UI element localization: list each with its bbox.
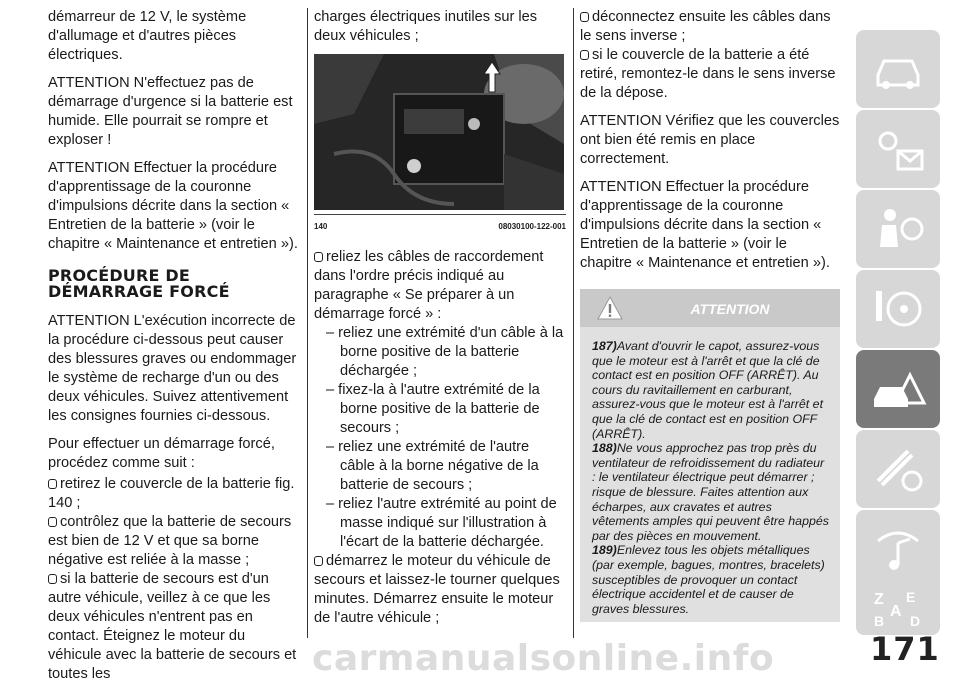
- section-heading: PROCÉDURE DE DÉMARRAGE FORCÉ: [48, 266, 230, 301]
- warning-box-title: ATTENTION: [690, 301, 770, 317]
- sidebar-tab-lights[interactable]: [856, 110, 940, 188]
- list-item: [314, 552, 566, 628]
- list-item-text: retirez le couvercle de la batterie fig. 140 ;: [48, 476, 295, 511]
- column-left: [48, 8, 298, 684]
- warning-paragraph: ATTENTION Effectuer la procédure d'apprentissage de la couronne d'impulsions décrite dans la section « Entretien de la batterie » (voir le chapitre « Maintenance et entretien »).: [48, 160, 298, 252]
- paragraph: Pour effectuer un démarrage forcé, procédez comme suit :: [48, 436, 275, 471]
- list-item: [48, 513, 298, 570]
- bullet-icon: [580, 12, 589, 22]
- list-item: [314, 248, 566, 324]
- note-text: Ne vous approchez pas trop près du ventilateur de refroidissement du radiateur : le ventilateur électrique peut démarrer ; risque de blessure. Faites attention aux écharpes, aux cravates et autres vêtements amples qui peuvent être happés par des pièces en mouvement.: [592, 441, 829, 543]
- sub-list-item: – reliez une extrémité de l'autre câble à la borne négative de la batterie de secours ;: [326, 439, 539, 493]
- list-item-text: reliez les câbles de raccordement dans l'ordre précis indiqué au paragraphe « Se préparer à un démarrage forcé » :: [314, 249, 544, 322]
- note-number: 188): [592, 441, 617, 456]
- bullet-icon: [580, 50, 589, 60]
- svg-text:A: A: [890, 603, 902, 620]
- maintenance-icon: [868, 441, 928, 497]
- figure-code: 08030100-122-001: [498, 222, 566, 231]
- car-icon: [868, 41, 928, 97]
- sidebar-tab-emergency[interactable]: [856, 350, 940, 428]
- bullet-icon: [48, 517, 57, 527]
- note-number: 187): [592, 339, 617, 353]
- emergency-icon: [868, 361, 928, 417]
- sidebar-tab-airbag[interactable]: [856, 190, 940, 268]
- figure-engine-battery: [314, 54, 564, 210]
- list-item-text: contrôlez que la batterie de secours est bien de 12 V et que sa borne négative est reliée à la masse ;: [48, 514, 292, 568]
- list-item-text: si la batterie de secours est d'un autre véhicule, veillez à ce que les deux véhicules n'entrent pas en contact. Éteignez le moteur du véhicule avec la batterie de secours et toutes les: [48, 571, 297, 682]
- warning-note: [592, 441, 830, 543]
- watermark: carmanualsonline.info: [312, 638, 775, 679]
- list-item: [48, 570, 298, 684]
- sub-list-item: – reliez une extrémité d'un câble à la borne positive de la batterie déchargée ;: [326, 325, 564, 379]
- list-item-text: déconnectez ensuite les câbles dans le sens inverse ;: [580, 9, 831, 44]
- list-item: [580, 8, 840, 46]
- warning-box-body: [580, 327, 840, 622]
- warning-paragraph: ATTENTION Effectuer la procédure d'apprentissage de la couronne d'impulsions décrite dans la section « Entretien de la batterie » (voir le chapitre « Maintenance et entretien »).: [580, 179, 830, 271]
- column-right: [580, 8, 840, 622]
- column-divider: [573, 8, 574, 638]
- svg-text:E: E: [906, 589, 916, 605]
- warning-paragraph: ATTENTION L'exécution incorrecte de la procédure ci-dessous peut causer des blessures graves ou endommager le système de recharge d'un ou des deux véhicules. Suivez attentivement les consignes fournies ci-dessous.: [48, 313, 297, 424]
- sidebar-tab-car[interactable]: [856, 30, 940, 108]
- figure-number: 140: [314, 222, 328, 231]
- paragraph: charges électriques inutiles sur les deux véhicules ;: [314, 9, 538, 44]
- svg-text:Z: Z: [874, 591, 884, 608]
- steering-icon: [868, 281, 928, 337]
- bullet-icon: [314, 252, 323, 262]
- warning-note: [592, 543, 830, 616]
- figure-caption: [314, 214, 566, 236]
- battery-photo: [314, 54, 564, 210]
- column-divider: [307, 8, 308, 638]
- note-text: Avant d'ouvrir le capot, assurez-vous que le moteur est à l'arrêt et que la clé de contact est en position OFF (ARRÊT). Au cours du ravitaillement en carburant, assurez-vous que le moteur est à l'arrêt et que la clé de contact est en position OFF (ARRÊT).: [592, 339, 824, 441]
- bullet-icon: [48, 479, 57, 489]
- column-middle: [314, 8, 566, 628]
- list-item: [580, 46, 840, 103]
- bullet-icon: [48, 574, 57, 584]
- note-number: 189): [592, 543, 617, 558]
- list-item: [48, 475, 298, 513]
- warning-paragraph: ATTENTION N'effectuez pas de démarrage d'urgence si la batterie est humide. Elle pourrait se rompre et exploser !: [48, 75, 293, 148]
- multimedia-icon: [868, 521, 928, 577]
- sidebar-tab-maintenance[interactable]: [856, 430, 940, 508]
- warning-note: [592, 339, 830, 441]
- bullet-icon: [314, 556, 323, 566]
- sidebar-tab-index[interactable]: [856, 575, 940, 635]
- svg-text:B: B: [874, 613, 885, 629]
- sidebar-tab-steering[interactable]: [856, 270, 940, 348]
- lights-icon: [868, 121, 928, 177]
- sub-list-item: – reliez l'autre extrémité au point de masse indiqué sur l'illustration à l'écart de la batterie déchargée.: [326, 496, 557, 550]
- warning-paragraph: ATTENTION Vérifiez que les couvercles ont bien été remis en place correctement.: [580, 113, 840, 167]
- sub-list-item: – fixez-la à l'autre extrémité de la borne positive de la batterie de secours ;: [326, 382, 540, 436]
- airbag-icon: [868, 201, 928, 257]
- list-item-text: si le couvercle de la batterie a été retiré, remontez-le dans le sens inverse de la dépose.: [580, 47, 836, 101]
- index-icon: [868, 586, 928, 630]
- note-text: Enlevez tous les objets métalliques (par exemple, bagues, montres, bracelets) susceptibles de provoquer un contact électrique accidentel et de causer de graves blessures.: [592, 543, 825, 616]
- list-item-text: démarrez le moteur du véhicule de secours et laissez-le tourner quelques minutes. Démarrez ensuite le moteur de l'autre véhicule ;: [314, 553, 560, 626]
- warning-box: [580, 289, 840, 622]
- paragraph: démarreur de 12 V, le système d'allumage et d'autres pièces électriques.: [48, 9, 247, 63]
- warning-box-header: [580, 289, 840, 327]
- page-number: 171: [870, 630, 940, 668]
- svg-text:D: D: [910, 613, 921, 629]
